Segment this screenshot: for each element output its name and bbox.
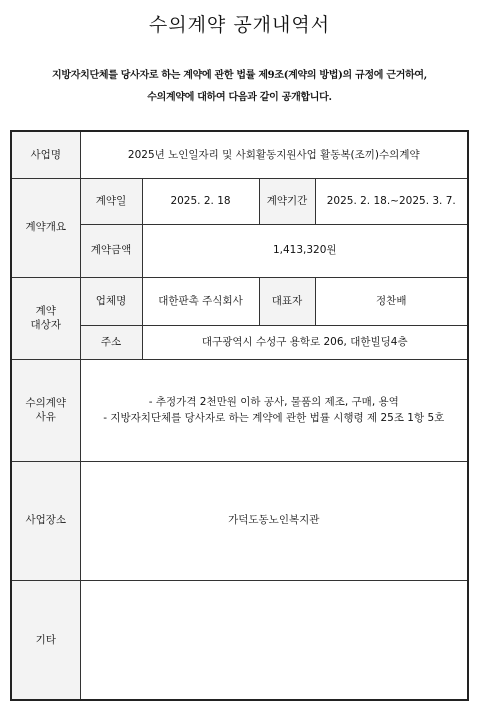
- reason-label: 수의계약 사유: [11, 359, 80, 461]
- intro-line-2: 수의계약에 대하여 다음과 같이 공개합니다.: [147, 92, 332, 103]
- row-project: [11, 131, 468, 178]
- representative-label: 대표자: [259, 277, 315, 325]
- company-value: 대한판촉 주식회사: [142, 277, 259, 325]
- reason-item-1: - 추정가격 2천만원 이하 공사, 물품의 제조, 구매, 용역: [148, 395, 399, 408]
- contract-amount-value: 1,413,320원: [142, 224, 468, 277]
- row-contract-date: [11, 178, 468, 224]
- contract-date-label: 계약일: [80, 178, 142, 224]
- other-label: 기타: [11, 580, 80, 700]
- reason-item-2: - 지방자치단체를 당사자로 하는 계약에 관한 법률 시행령 제 25조 1항 5호: [103, 412, 445, 424]
- address-value: 대구광역시 수성구 용학로 206, 대한빌딩4층: [142, 325, 468, 359]
- location-label: 사업장소: [11, 461, 80, 580]
- row-location: [11, 461, 468, 580]
- representative-value: 정찬배: [315, 277, 468, 325]
- row-contract-amount: [11, 224, 468, 277]
- other-value: [80, 580, 468, 700]
- location-value: 가덕도동노인복지관: [80, 461, 468, 580]
- project-label: 사업명: [11, 131, 80, 178]
- disclosure-table: [10, 130, 469, 701]
- contract-amount-label: 계약금액: [80, 224, 142, 277]
- row-company: [11, 277, 468, 325]
- reason-list: [80, 359, 468, 461]
- counterparty-label: 계약 대상자: [11, 277, 80, 359]
- row-reason: [11, 359, 468, 461]
- row-other: [11, 580, 468, 700]
- document-title: 수의계약 공개내역서: [148, 14, 331, 36]
- row-address: [11, 325, 468, 359]
- contract-overview-label: 계약개요: [11, 178, 80, 277]
- address-label: 주소: [80, 325, 142, 359]
- company-label: 업체명: [80, 277, 142, 325]
- intro-line-1: 지방자치단체를 당사자로 하는 계약에 관한 법률 제9조(계약의 방법)의 규정에 근거하여,: [52, 70, 427, 81]
- contract-date-value: 2025. 2. 18: [142, 178, 259, 224]
- contract-period-label: 계약기간: [259, 178, 315, 224]
- project-value: 2025년 노인일자리 및 사회활동지원사업 활동복(조끼)수의계약: [80, 131, 468, 178]
- contract-period-value: 2025. 2. 18.~2025. 3. 7.: [315, 178, 468, 224]
